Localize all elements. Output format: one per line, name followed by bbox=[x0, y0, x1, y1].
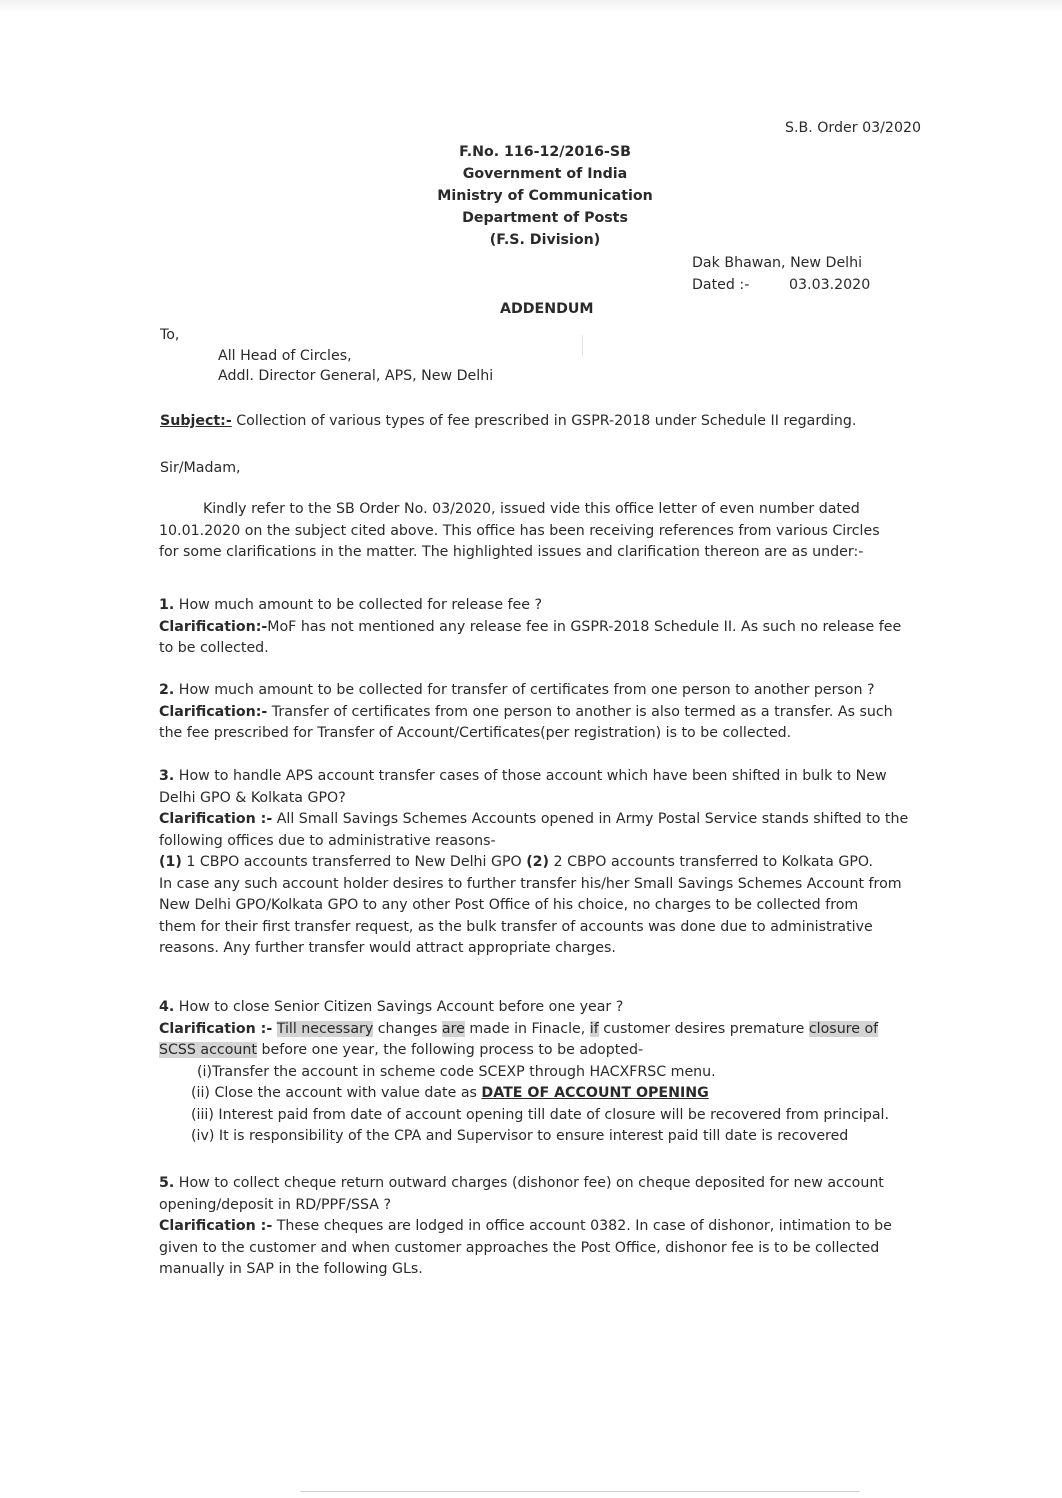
subject-text: Collection of various types of fee prescribed in GSPR-2018 under Schedule II regarding. bbox=[231, 413, 857, 429]
scan-shadow bbox=[0, 0, 1062, 14]
clarification-text: New Delhi GPO/Kolkata GPO to any other Post Office of his choice, no charges to be collected from bbox=[159, 897, 859, 913]
ministry-line: Ministry of Communication bbox=[437, 188, 653, 204]
clarification-text: before one year, the following process to be adopted- bbox=[256, 1042, 644, 1058]
issue-question-text: opening/deposit in RD/PPF/SSA ? bbox=[159, 1196, 392, 1213]
clarification-text: In case any such account holder desires to further transfer his/her Small Savings Schemes Account from bbox=[159, 875, 902, 892]
scan-artifact bbox=[582, 335, 583, 357]
issue-2 bbox=[159, 680, 939, 745]
issue-number: 1. bbox=[159, 597, 175, 613]
clarification bbox=[159, 809, 939, 831]
issue-question bbox=[159, 1173, 939, 1195]
issue-number: 2. bbox=[159, 682, 175, 698]
dated-label: Dated :- bbox=[692, 277, 750, 293]
clarification-text: the fee prescribed for Transfer of Account/Certificates(per registration) is to be collected. bbox=[159, 725, 792, 741]
issue-number: 3. bbox=[159, 768, 175, 784]
issue-question-text: Delhi GPO & Kolkata GPO? bbox=[159, 789, 346, 806]
clarification-items bbox=[159, 852, 939, 874]
salutation: Sir/Madam, bbox=[160, 460, 241, 476]
process-step bbox=[159, 1083, 939, 1105]
clarification-text: manually in SAP in the following GLs. bbox=[159, 1261, 423, 1277]
highlighted-text: are bbox=[441, 1020, 465, 1037]
highlighted-text: SCSS account bbox=[159, 1042, 257, 1058]
issue-question-text: How much amount to be collected for transfer of certificates from one person to another person ? bbox=[174, 682, 875, 698]
process-step: (iv) It is responsibility of the CPA and Supervisor to ensure interest paid till date is recovered bbox=[191, 1128, 849, 1144]
issue-question-text: How much amount to be collected for release fee ? bbox=[174, 597, 543, 613]
issue-question bbox=[159, 997, 939, 1019]
clarification-text: Transfer of certificates from one person to another is also termed as a transfer. As such bbox=[267, 703, 893, 720]
scan-edge-line bbox=[300, 1491, 860, 1492]
clarification-label: Clarification :- bbox=[159, 811, 273, 827]
process-step-text: (ii) Close the account with value date as bbox=[191, 1085, 482, 1101]
order-number: S.B. Order 03/2020 bbox=[785, 120, 922, 136]
clarification-text: following offices due to administrative reasons- bbox=[159, 832, 496, 849]
item-number: (2) bbox=[526, 854, 550, 870]
clarification-text: changes bbox=[373, 1020, 442, 1037]
recipient-line-2: Addl. Director General, APS, New Delhi bbox=[218, 368, 494, 384]
intro-line: 10.01.2020 on the subject cited above. This office has been receiving references from various Circles bbox=[159, 522, 880, 539]
item-number: (1) bbox=[159, 854, 182, 870]
intro-line: for some clarifications in the matter. The highlighted issues and clarification thereon are as under:- bbox=[159, 544, 864, 560]
highlighted-text: closure of bbox=[808, 1020, 879, 1037]
issue-3 bbox=[159, 766, 939, 960]
issue-question-text: How to handle APS account transfer cases of those account which have been shifted in bulk to New bbox=[174, 768, 887, 784]
highlighted-text: if bbox=[589, 1020, 599, 1037]
clarification-text: These cheques are lodged in office account 0382. In case of dishonor, intimation to be bbox=[272, 1218, 892, 1234]
item-text: 1 CBPO accounts transferred to New Delhi GPO bbox=[181, 854, 527, 870]
clarification-text: given to the customer and when customer approaches the Post Office, dishonor fee is to be collected bbox=[159, 1239, 880, 1256]
process-step: (iii) Interest paid from date of account opening till date of closure will be recovered from principal. bbox=[191, 1106, 889, 1123]
division-line: (F.S. Division) bbox=[489, 232, 601, 248]
subject-line bbox=[160, 411, 856, 431]
issue-question-text: How to collect cheque return outward charges (dishonor fee) on cheque deposited for new account bbox=[174, 1175, 884, 1191]
government-line: Government of India bbox=[462, 166, 628, 182]
clarification-label: Clarification :- bbox=[159, 1218, 273, 1234]
issue-5 bbox=[159, 1173, 939, 1281]
issue-1 bbox=[159, 595, 939, 660]
recipient-line-1: All Head of Circles, bbox=[218, 348, 352, 364]
process-step-emphasis: DATE OF ACCOUNT OPENING bbox=[481, 1085, 709, 1101]
clarification-text: them for their first transfer request, as the bulk transfer of accounts was done due to administrative bbox=[159, 918, 873, 935]
to-label: To, bbox=[160, 327, 180, 343]
clarification-label: Clarification:- bbox=[159, 618, 268, 635]
intro-paragraph bbox=[159, 499, 939, 564]
department-line: Department of Posts bbox=[462, 210, 628, 226]
clarification bbox=[159, 1040, 939, 1062]
clarification bbox=[159, 702, 939, 724]
process-step: (i)Transfer the account in scheme code SCEXP through HACXFRSC menu. bbox=[197, 1063, 716, 1080]
clarification-text: customer desires premature bbox=[598, 1020, 809, 1037]
document-title: ADDENDUM bbox=[500, 301, 594, 317]
issue-question bbox=[159, 766, 939, 788]
issue-number: 5. bbox=[159, 1175, 175, 1191]
issue-number: 4. bbox=[159, 999, 175, 1015]
clarification bbox=[159, 1019, 939, 1041]
issue-question bbox=[159, 595, 939, 617]
clarification-text: to be collected. bbox=[159, 640, 269, 656]
date-value: 03.03.2020 bbox=[789, 277, 871, 293]
issue-question-text: How to close Senior Citizen Savings Account before one year ? bbox=[174, 999, 624, 1015]
clarification-label: Clarification:- bbox=[159, 703, 268, 720]
issue-4 bbox=[159, 997, 939, 1148]
clarification bbox=[159, 1216, 939, 1238]
subject-label: Subject:- bbox=[160, 413, 232, 429]
item-text: 2 CBPO accounts transferred to Kolkata GPO. bbox=[549, 854, 873, 870]
clarification-text: made in Finacle, bbox=[464, 1020, 590, 1037]
intro-line: Kindly refer to the SB Order No. 03/2020, issued vide this office letter of even number dated bbox=[203, 501, 860, 517]
clarification-label: Clarification :- bbox=[159, 1020, 273, 1037]
highlighted-text: Till necessary bbox=[276, 1020, 374, 1037]
clarification bbox=[159, 617, 939, 639]
file-number: F.No. 116-12/2016-SB bbox=[459, 144, 631, 160]
place-line: Dak Bhawan, New Delhi bbox=[692, 255, 863, 271]
clarification-text: All Small Savings Schemes Accounts opened in Army Postal Service stands shifted to the bbox=[272, 811, 909, 827]
issue-question bbox=[159, 680, 939, 702]
clarification-text: reasons. Any further transfer would attract appropriate charges. bbox=[159, 940, 616, 956]
clarification-text: MoF has not mentioned any release fee in GSPR-2018 Schedule II. As such no release fee bbox=[267, 618, 902, 635]
